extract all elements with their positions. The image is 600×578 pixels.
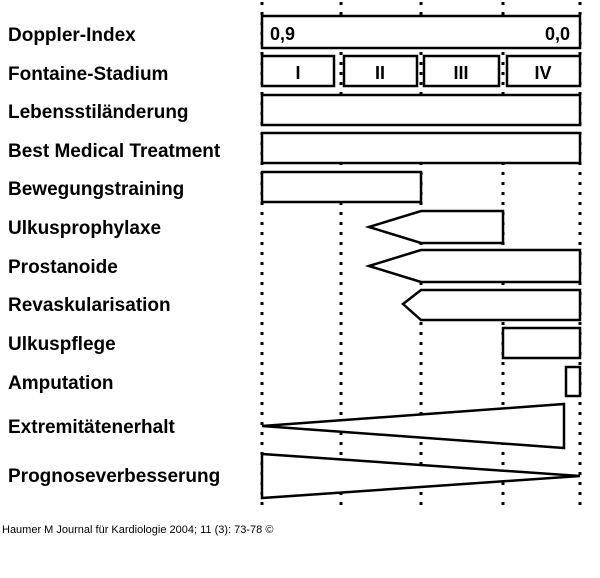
- label-best-medical-treatment: Best Medical Treatment: [8, 141, 221, 162]
- stage-label-3: III: [453, 63, 469, 83]
- revascularisation-arrow: [403, 290, 580, 320]
- stage-label-2: II: [374, 63, 386, 83]
- lifestyle-bar: [262, 95, 580, 125]
- limb-salvage-wedge: [262, 404, 564, 448]
- best-medical-treatment-bar: [262, 133, 580, 163]
- fontaine-stage-boxes: [262, 56, 580, 86]
- label-doppler-index: Doppler-Index: [8, 25, 136, 46]
- label-amputation: Amputation: [8, 373, 114, 394]
- therapy-bars: [262, 95, 580, 498]
- doppler-left-value: 0,9: [270, 24, 296, 44]
- ulcer-care-bar: [503, 328, 580, 358]
- label-prognosis-improvement: Prognoseverbesserung: [8, 466, 221, 487]
- stage-label-4: IV: [534, 63, 552, 83]
- ulcer-prophylaxis-arrow: [369, 211, 503, 243]
- label-exercise-training: Bewegungstraining: [8, 179, 185, 200]
- exercise-training-bar: [262, 172, 421, 202]
- prognosis-improvement-wedge: [262, 454, 580, 498]
- prostanoids-arrow: [369, 250, 580, 282]
- label-ulcer-care: Ulkuspflege: [8, 334, 116, 355]
- label-lifestyle-change: Lebensstiländerung: [8, 102, 189, 123]
- label-revascularisation: Revaskularisation: [8, 295, 171, 316]
- doppler-right-value: 0,0: [544, 24, 570, 44]
- label-ulcer-prophylaxis: Ulkusprophylaxe: [8, 218, 162, 239]
- label-fontaine-stage: Fontaine-Stadium: [8, 64, 169, 85]
- doppler-index-bar: [262, 16, 580, 48]
- doppler-index-box: [262, 16, 580, 48]
- row-labels: [8, 25, 221, 487]
- source-citation: Haumer M Journal für Kardiologie 2004; 11 (3): 73-78 ©: [2, 524, 274, 536]
- label-limb-salvage: Extremitätenerhalt: [8, 417, 175, 438]
- label-prostanoids: Prostanoide: [8, 257, 118, 278]
- stage-label-1: I: [295, 63, 301, 83]
- amputation-bar: [566, 367, 580, 396]
